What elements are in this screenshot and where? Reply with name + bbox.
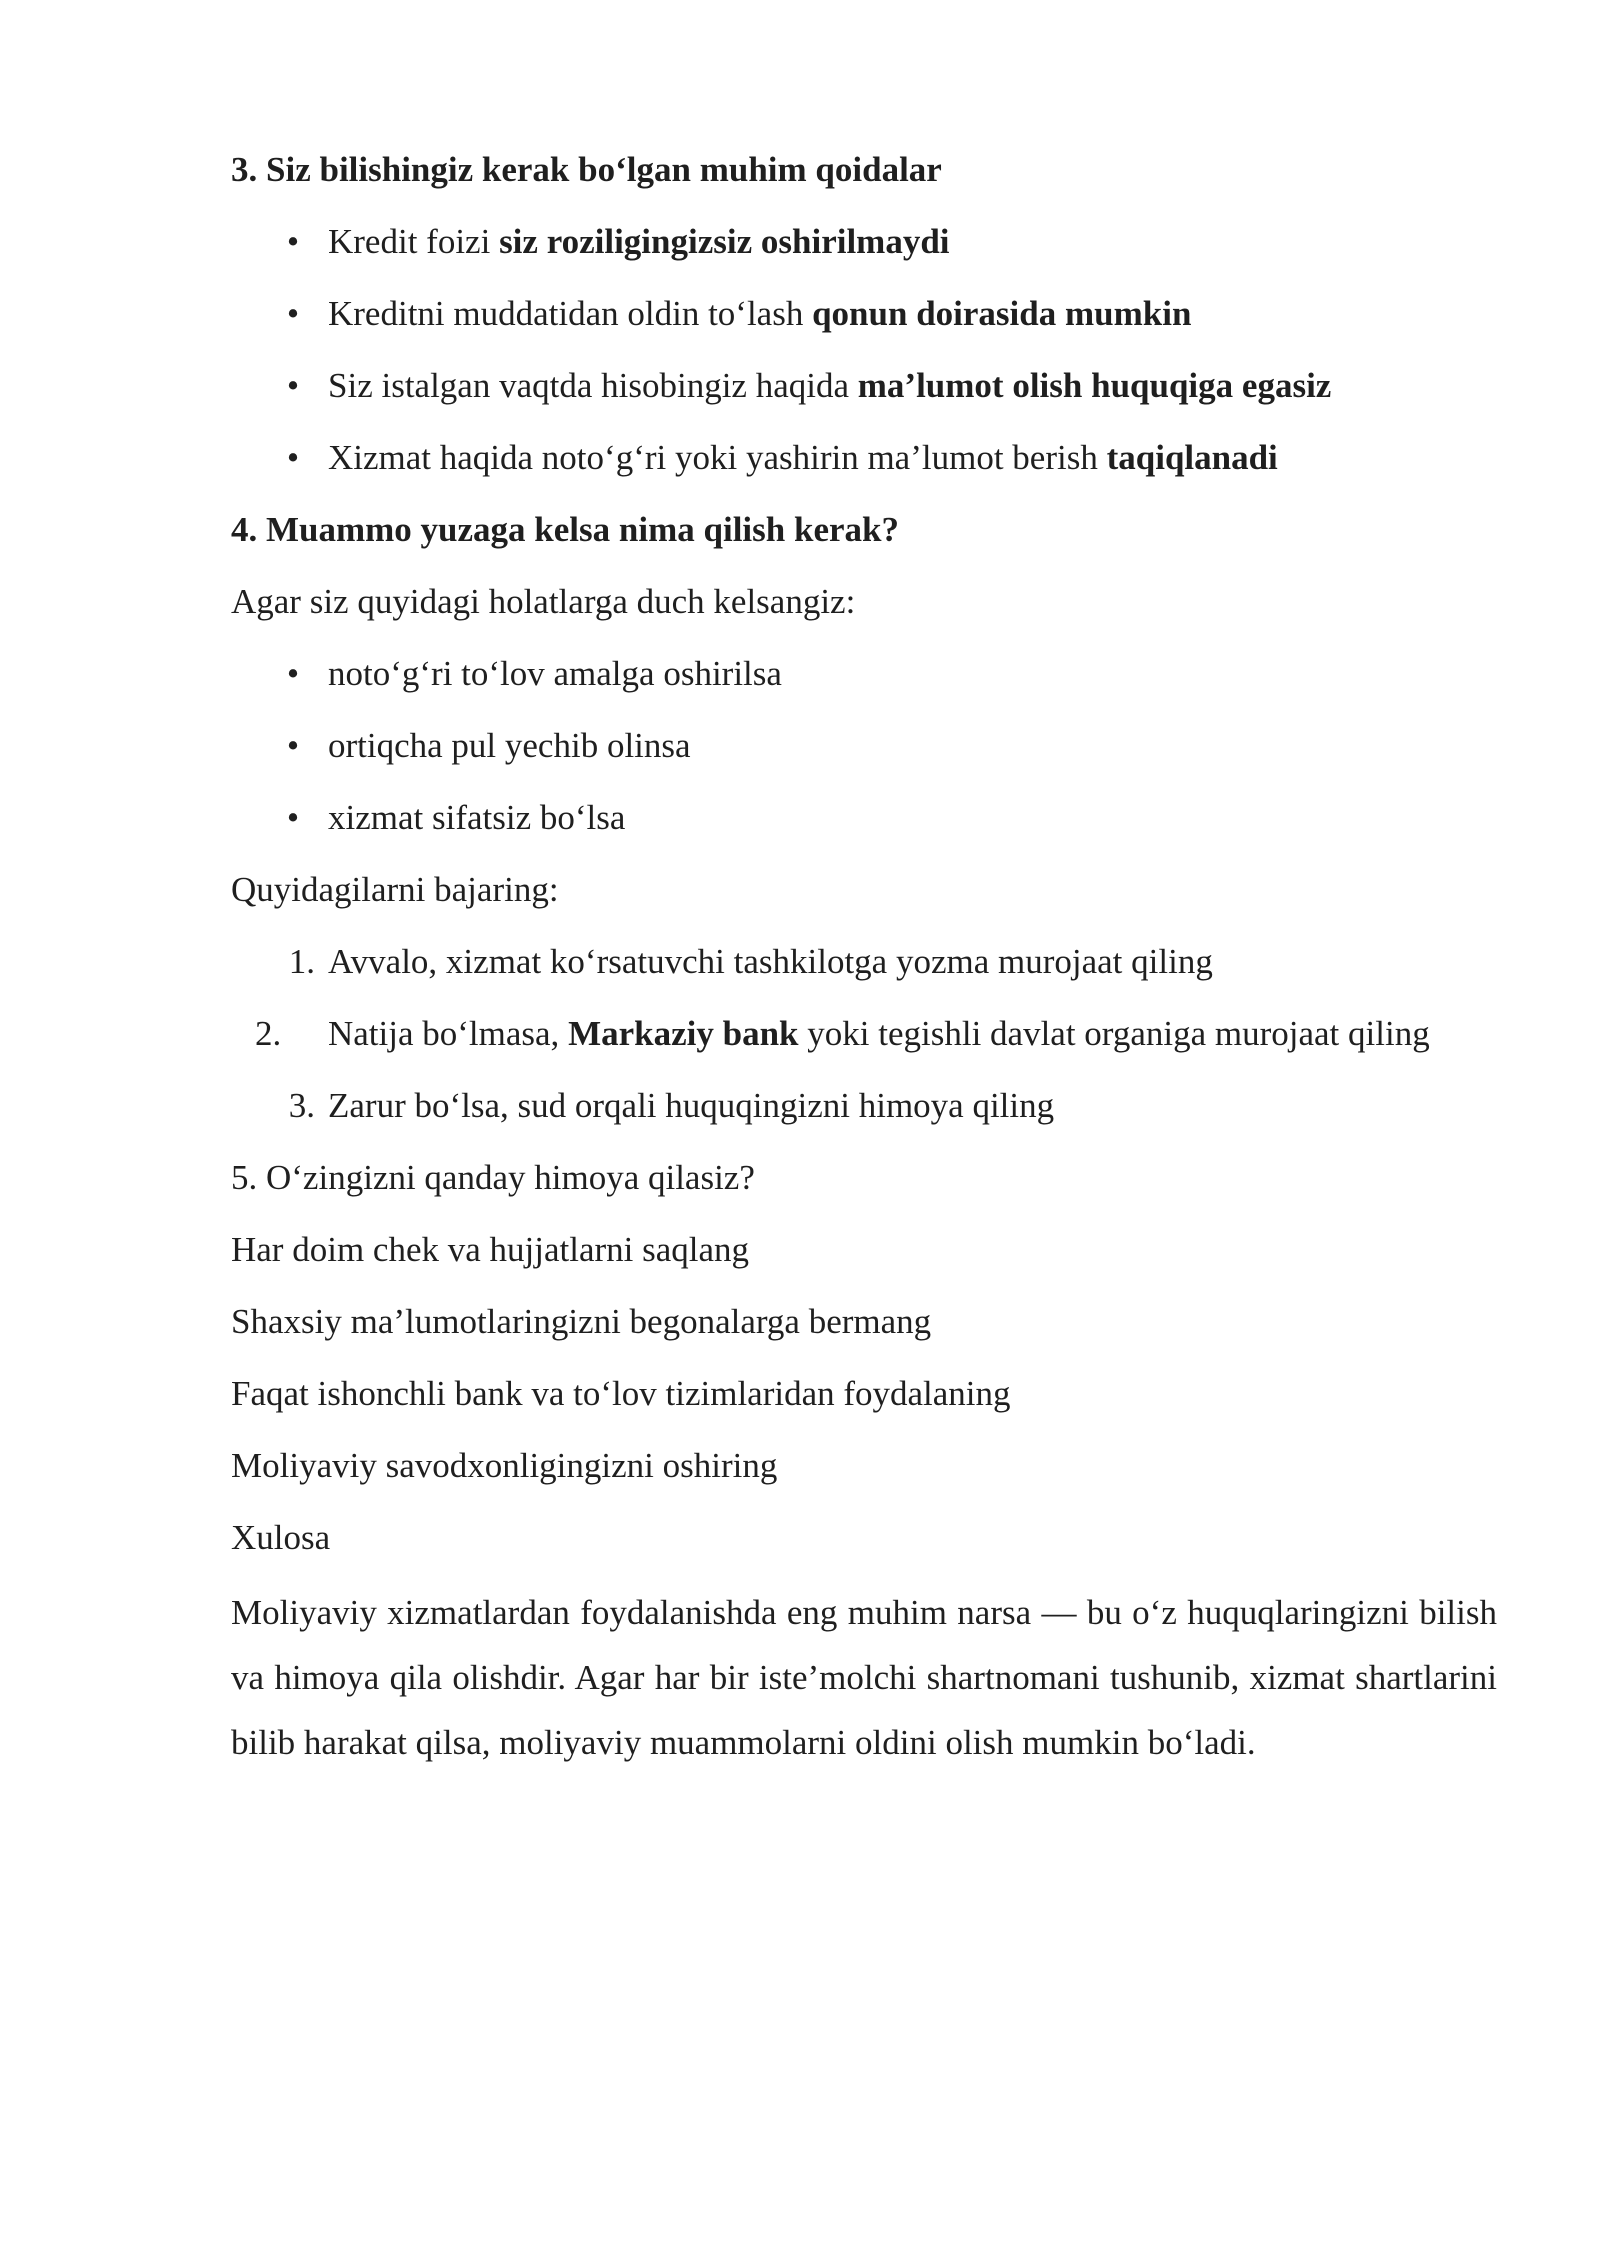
rule-text: Siz istalgan vaqtda hisobingiz haqida: [328, 366, 858, 405]
conclusion-paragraph: Moliyaviy xizmatlardan foydalanishda eng muhim narsa — bu o‘z huquqlaringizni bilish va himoya qila olishdir. Agar har bir iste’molchi shartnomani tushunib, xizmat shartlarini bilib harakat qilsa, moliyaviy muammolarni oldini olish mumkin bo‘ladi.: [231, 1593, 1497, 1762]
bullet-icon: •: [286, 294, 300, 333]
section-4-steps-intro: Quyidagilarni bajaring:: [231, 870, 559, 909]
list-item: [231, 798, 1497, 838]
protection-tip: Har doim chek va hujjatlarni saqlang: [231, 1230, 750, 1269]
rule-emphasis: siz roziligingizsiz oshirilmaydi: [499, 222, 950, 261]
section-4-intro: Agar siz quyidagi holatlarga duch kelsangiz:: [231, 582, 856, 621]
rule-emphasis: taqiqlanadi: [1106, 438, 1278, 477]
list-item: [231, 1086, 1497, 1126]
section-4-cases-list: [231, 654, 1497, 838]
list-item: [231, 294, 1497, 334]
section-4-heading: 4. Muammo yuzaga kelsa nima qilish kerak?: [231, 510, 899, 549]
protection-tip: Faqat ishonchli bank va to‘lov tizimlaridan foydalaning: [231, 1374, 1011, 1413]
step-emphasis: Markaziy bank: [568, 1014, 799, 1053]
list-item: [231, 726, 1497, 766]
section-3-heading: 3. Siz bilishingiz kerak bo‘lgan muhim qoidalar: [231, 150, 942, 189]
case-text: noto‘g‘ri to‘lov amalga oshirilsa: [328, 654, 782, 693]
list-item: [231, 942, 1497, 982]
bullet-icon: •: [286, 798, 300, 837]
protection-tip: Moliyaviy savodxonligingizni oshiring: [231, 1446, 778, 1485]
step-text: Natija bo‘lmasa,: [328, 1014, 569, 1053]
list-item: [231, 366, 1497, 406]
step-number: 3.: [288, 1086, 315, 1125]
bullet-icon: •: [286, 654, 300, 693]
step-text: Avvalo, xizmat ko‘rsatuvchi tashkilotga yozma murojaat qiling: [328, 942, 1213, 981]
step-number: 2.: [255, 1014, 282, 1053]
list-item: [231, 654, 1497, 694]
bullet-icon: •: [286, 438, 300, 477]
list-item: [231, 222, 1497, 262]
bullet-icon: •: [286, 366, 300, 405]
rule-text: Xizmat haqida noto‘g‘ri yoki yashirin ma’lumot berish: [328, 438, 1107, 477]
step-text: Zarur bo‘lsa, sud orqali huquqingizni himoya qiling: [328, 1086, 1055, 1125]
list-item: [231, 438, 1497, 478]
rule-emphasis: qonun doirasida mumkin: [812, 294, 1192, 333]
case-text: ortiqcha pul yechib olinsa: [328, 726, 691, 765]
section-4-steps-list: [231, 942, 1497, 1126]
step-text-after: yoki tegishli davlat organiga murojaat qiling: [798, 1014, 1430, 1053]
rule-text: Kreditni muddatidan oldin to‘lash: [328, 294, 813, 333]
bullet-icon: •: [286, 726, 300, 765]
case-text: xizmat sifatsiz bo‘lsa: [328, 798, 626, 837]
step-number: 1.: [288, 942, 315, 981]
document-body: [231, 150, 1497, 1775]
conclusion-heading: Xulosa: [231, 1518, 331, 1557]
protection-tip: Shaxsiy ma’lumotlaringizni begonalarga bermang: [231, 1302, 932, 1341]
list-item: [231, 1014, 1497, 1054]
section-5-heading: 5. O‘zingizni qanday himoya qilasiz?: [231, 1158, 755, 1197]
rule-emphasis: ma’lumot olish huquqiga egasiz: [857, 366, 1332, 405]
section-3-rules-list: [231, 222, 1497, 478]
bullet-icon: •: [286, 222, 300, 261]
rule-text: Kredit foizi: [328, 222, 500, 261]
